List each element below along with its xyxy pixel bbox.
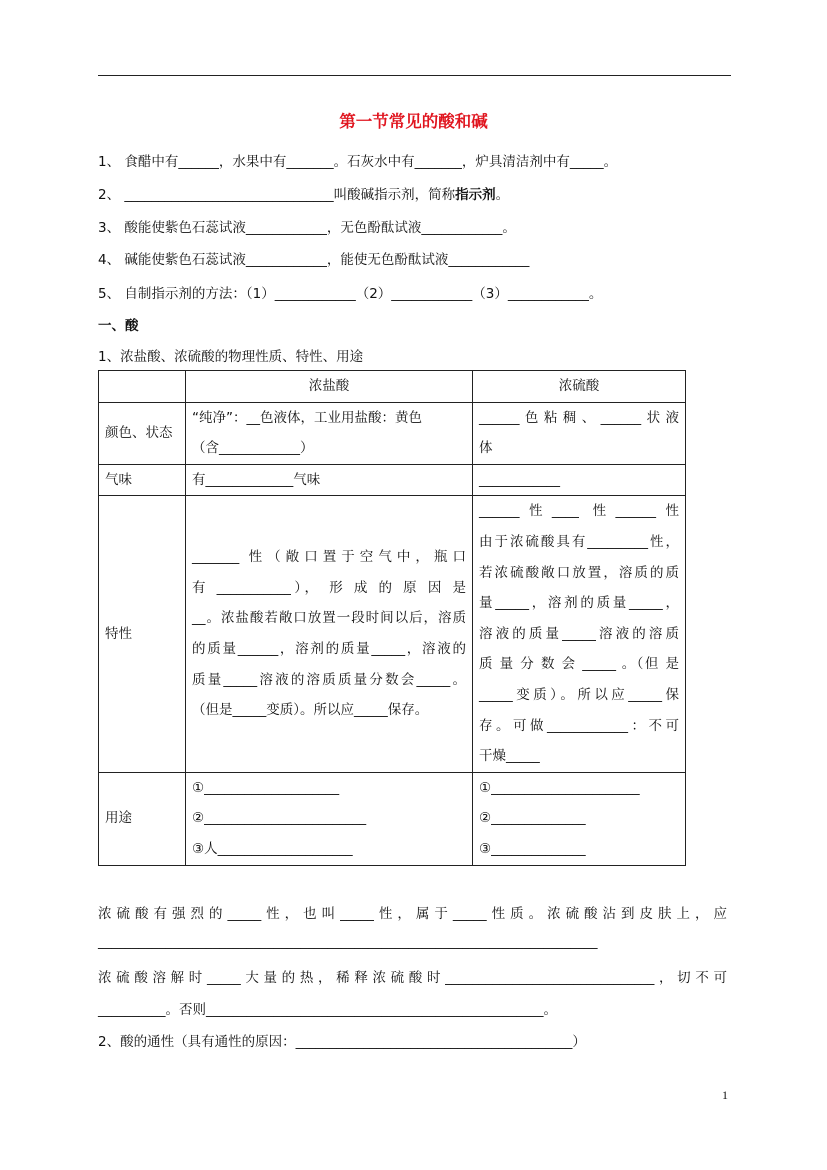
- question-5: 5、 自制指示剂的方法：（1）____________（2）____________（3）____________。: [98, 286, 603, 302]
- cell-line: ①______________________: [479, 779, 640, 796]
- row-label-color: 颜色、状态: [99, 402, 186, 464]
- cell-line: ③______________: [479, 840, 586, 857]
- cell-line: __。浓盐酸若敞口放置一段时间以后，溶质: [192, 610, 466, 627]
- row-label-uses: 用途: [99, 772, 186, 865]
- table-header-row: [99, 371, 686, 403]
- cell-h2so4-special: [473, 496, 686, 772]
- question-2-end: 。: [495, 187, 510, 203]
- cell-line: 由于浓硫酸具有_________性，: [479, 533, 679, 550]
- cell-line: _______ 性（敞口置于空气中，瓶口: [192, 549, 466, 566]
- subheading-common-properties: 2、酸的通性（具有通性的原因：_________________________________________）: [98, 1034, 586, 1050]
- subheading-properties: 1、浓盐酸、浓硫酸的物理性质、特性、用途: [98, 349, 364, 365]
- cell-line: “纯净”：__色液体，工业用盐酸：黄色: [192, 409, 422, 426]
- question-4: 4、 碱能使紫色石蕊试液____________，能使无色酚酞试液____________: [98, 252, 530, 268]
- cell-line: 质 量 分 数 会 _____ 。（但 是: [479, 656, 679, 673]
- cell-line: ③人____________________: [192, 840, 353, 857]
- header-rule: [98, 75, 731, 76]
- cell-line: 溶液的质量_____溶液的溶质: [479, 625, 679, 642]
- question-2-bold: 指示剂: [455, 187, 496, 203]
- page-number: 1: [722, 1088, 728, 1102]
- paragraph-1: 浓硫酸有强烈的_____性，也叫_____性，属于_____性质。浓硫酸沾到皮肤上，应: [98, 906, 727, 922]
- table-row-smell: [99, 464, 686, 496]
- cell-line: 体: [479, 440, 493, 457]
- cell-line: 若浓硫酸敞口放置，溶质的质: [479, 564, 679, 581]
- cell-h2so4-smell: ____________: [473, 464, 686, 496]
- cell-line: ①____________________: [192, 779, 340, 796]
- page-title: 第一节常见的酸和碱: [339, 112, 488, 131]
- cell-hcl-smell: 有_____________气味: [186, 464, 473, 496]
- question-2: [98, 183, 509, 203]
- paragraph-2-cont: __________。否则__________________________________________________。: [98, 1002, 557, 1018]
- cell-line: ______色粘稠、______状液: [479, 409, 679, 426]
- cell-line: 干燥_____: [479, 748, 540, 765]
- cell-line: ②______________: [479, 810, 586, 827]
- cell-line: 质量_____溶液的溶质质量分数会_____。: [192, 671, 466, 688]
- paragraph-1-blank: __________________________________________________________________________: [98, 934, 598, 950]
- cell-line: ______性____ 性______性: [479, 503, 679, 520]
- cell-hcl-special: [186, 496, 473, 772]
- table-row-special: [99, 496, 686, 772]
- question-3: 3、 酸能使紫色石蕊试液____________，无色酚酞试液____________。: [98, 220, 516, 236]
- cell-line: 量_____，溶剂的质量_____，: [479, 595, 679, 612]
- table-row-uses: [99, 772, 686, 865]
- cell-h2so4-color: [473, 402, 686, 464]
- cell-line: _____变质）。所以应_____保: [479, 686, 679, 703]
- cell-line: （但是_____变质）。所以应_____保存。: [192, 702, 429, 719]
- header-hcl: 浓盐酸: [186, 371, 473, 403]
- cell-line: （含____________）: [192, 440, 314, 457]
- row-label-smell: 气味: [99, 464, 186, 496]
- header-h2so4: 浓硫酸: [473, 371, 686, 403]
- cell-line: ②________________________: [192, 810, 367, 827]
- section-heading-acid: 一、酸: [98, 318, 139, 334]
- question-2-text: 2、 _______________________________叫酸碱指示剂，简称: [98, 187, 456, 203]
- cell-hcl-uses: [186, 772, 473, 865]
- properties-table: [98, 370, 686, 866]
- cell-h2so4-uses: [473, 772, 686, 865]
- table-row-color: [99, 402, 686, 464]
- cell-hcl-color: [186, 402, 473, 464]
- cell-line: 存。可做____________：不可: [479, 717, 679, 734]
- row-label-special: 特性: [99, 496, 186, 772]
- cell-line: 有 ___________）， 形 成 的 原 因 是: [192, 579, 466, 596]
- paragraph-2: 浓硫酸溶解时_____大量的热，稀释浓硫酸时_______________________________，切不可: [98, 970, 727, 986]
- table-corner-cell: [99, 371, 186, 403]
- question-1: 1、 食醋中有______，水果中有_______。石灰水中有_______，炉具清洁剂中有_____。: [98, 154, 618, 170]
- cell-line: 的质量______，溶剂的质量_____，溶液的: [192, 641, 466, 658]
